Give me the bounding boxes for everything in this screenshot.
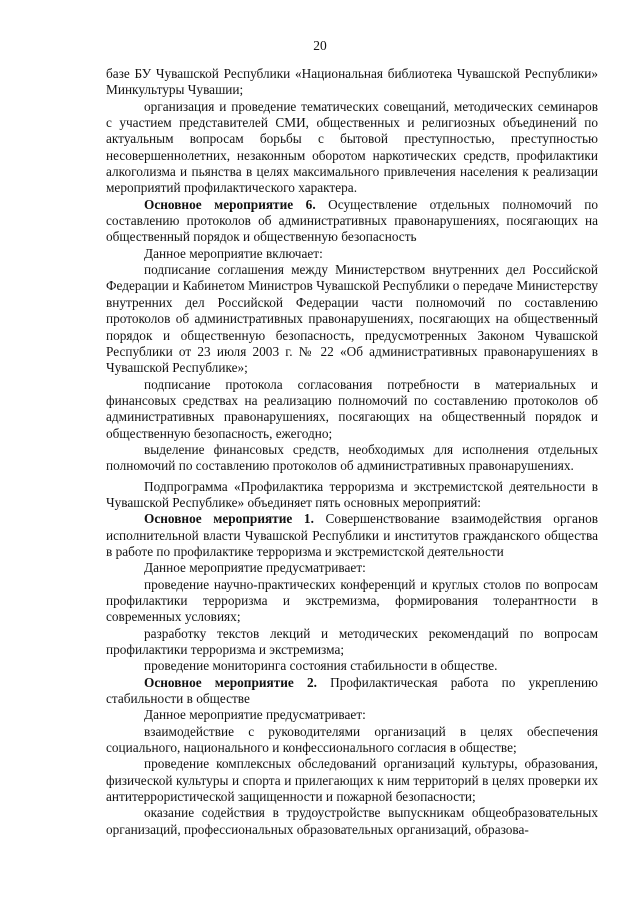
paragraph-text: проведение мониторинга состояния стабильности в обществе. — [144, 658, 498, 674]
paragraph-text: взаимодействие с руководителями организаций в целях обеспечения социального, национального и конфессионального согласия в обществе; — [106, 723, 598, 756]
paragraph — [106, 66, 598, 99]
paragraph — [106, 442, 598, 475]
paragraph-text: разработку текстов лекций и методических рекомендаций по вопросам профилактики терроризма и экстремизма; — [106, 625, 598, 658]
section-paragraph — [106, 675, 598, 708]
paragraph-text: Совершенствование взаимодействия органов исполнительной власти Чувашской Республики и институтов гражданского общества в работе по профилактике терроризма и экстремистской деятельности — [106, 511, 598, 559]
paragraph — [106, 724, 598, 757]
page-number: 20 — [313, 38, 327, 53]
paragraph — [106, 246, 598, 262]
paragraph-text: проведение научно-практических конференций и круглых столов по вопросам профилактики терроризма и экстремизма, формирования толерантности в современных условиях; — [106, 576, 598, 625]
paragraph — [106, 805, 598, 838]
paragraph-text: подписание соглашения между Министерством внутренних дел Российской Федерации и Кабинетом Министров Чувашской Республики о передаче Министерству внутренних дел Российской Федерации части полномочий по составлению протоколов об административных правонарушениях, посягающих на общественный порядок и общественную безопасность, предусмотренных Законом Чувашской Республики от 23 июля 2003 г. № 22 «Об административных правонарушениях в Чувашской Республике»; — [106, 262, 598, 376]
paragraph-text: оказание содействия в трудоустройстве выпускникам общеобразовательных организаций, профессиональных образовательных организаций, образова- — [106, 805, 598, 837]
paragraph — [106, 560, 598, 576]
paragraph-text: Подпрограмма «Профилактика терроризма и экстремистской деятельности в Чувашской Республике» объединяет пять основных мероприятий: — [106, 478, 598, 510]
paragraph — [106, 756, 598, 805]
paragraph-text: Данное мероприятие предусматривает: — [144, 560, 366, 576]
paragraph — [106, 577, 598, 626]
paragraph — [106, 262, 598, 376]
section-heading: Основное мероприятие 1. — [144, 511, 314, 527]
paragraph-text: базе БУ Чувашской Республики «Национальная библиотека Чувашской Республики» Минкультуры Чувашии; — [106, 66, 598, 98]
paragraph-text: подписание протокола согласования потребности в материальных и финансовых средствах на реализацию полномочий по составлению протоколов об административных правонарушениях, посягающих на общественный порядок и общественную безопасность, ежегодно; — [106, 376, 598, 441]
paragraph — [106, 658, 598, 674]
paragraph-text: проведение комплексных обследований организаций культуры, образования, физической культуры и спорта и прилегающих к ним территорий в целях проверки их антитеррористической защищенности и пожарной безопасности; — [106, 756, 598, 805]
paragraph — [106, 99, 598, 197]
paragraph-text: Осуществление отдельных полномочий по составлению протоколов об административных правонарушениях, посягающих на общественный порядок и общественную безопасность — [106, 196, 599, 245]
paragraph-text: Данное мероприятие включает: — [144, 245, 323, 261]
paragraph — [106, 377, 598, 442]
paragraph — [106, 626, 598, 659]
paragraph-text: Данное мероприятие предусматривает: — [144, 707, 366, 723]
section-paragraph — [106, 197, 598, 246]
section-heading: Основное мероприятие 6. — [144, 196, 316, 212]
paragraph-text: выделение финансовых средств, необходимых для исполнения отдельных полномочий по составлению протоколов об административных правонарушениях. — [106, 441, 598, 474]
section-heading: Основное мероприятие 2. — [144, 674, 317, 690]
paragraph — [106, 479, 598, 512]
paragraph-text: организация и проведение тематических совещаний, методических семинаров с участием представителей СМИ, общественных и религиозных объединений по актуальным вопросам борьбы с бытовой преступностью, преступностью несовершеннолетних, незаконным оборотом наркотических средств, профилактики алкоголизма и пьянства в целях максимального привлечения населения к реализации мероприятий профилактического характера. — [106, 98, 598, 196]
paragraph-text: Профилактическая работа по укреплению стабильности в обществе — [106, 674, 598, 707]
document-body — [106, 66, 598, 838]
section-paragraph — [106, 511, 598, 560]
paragraph — [106, 707, 598, 723]
